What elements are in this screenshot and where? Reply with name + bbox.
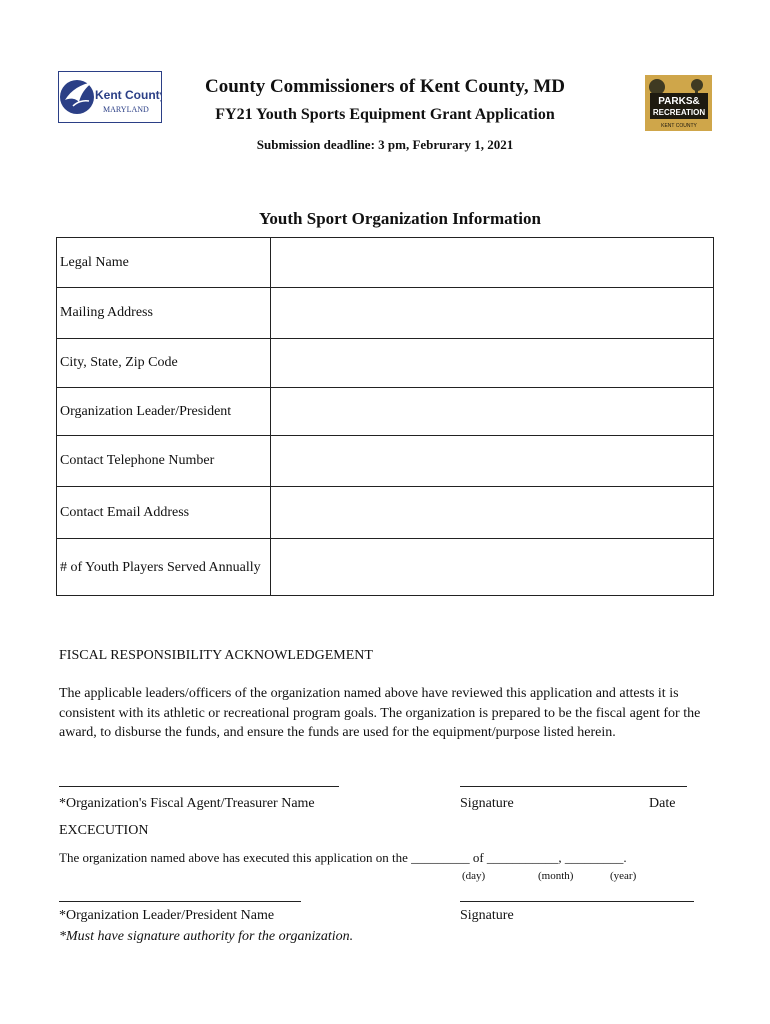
fiscal-signature-label: Signature (460, 796, 514, 811)
row-label-legal-name: Legal Name (57, 238, 271, 288)
submission-deadline: Submission deadline: 3 pm, Februrary 1, 2021 (256, 137, 514, 152)
page-subtitle: FY21 Youth Sports Equipment Grant Application (215, 106, 555, 123)
month-label: (month) (538, 870, 574, 882)
row-label-contact-telephone: Contact Telephone Number (57, 436, 271, 487)
fiscal-date-label: Date (649, 796, 676, 811)
signature-authority-note: *Must have signature authority for the organization. (59, 929, 354, 944)
leader-name-label: *Organization Leader/President Name (59, 908, 275, 923)
table-row (57, 487, 714, 539)
day-label: (day) (462, 870, 486, 882)
logo-right-line3: KENT COUNTY (661, 123, 697, 129)
logo-right-line2: RECREATION (652, 108, 706, 117)
contact-telephone-field[interactable] (271, 436, 714, 487)
fiscal-agent-name-label: *Organization's Fiscal Agent/Treasurer Name (59, 796, 315, 811)
organization-leader-field[interactable] (271, 388, 714, 436)
row-label-city-state-zip: City, State, Zip Code (57, 339, 271, 388)
table-row (57, 339, 714, 388)
organization-info-table (56, 237, 714, 596)
row-label-youth-players: # of Youth Players Served Annually (57, 539, 271, 596)
table-row (57, 288, 714, 339)
execution-statement: The organization named above has executed this application on the _________ of ___________, _________. (59, 850, 627, 865)
youth-players-field[interactable] (271, 539, 714, 596)
year-label: (year) (610, 870, 637, 882)
mailing-address-field[interactable] (271, 288, 714, 339)
section-title: Youth Sport Organization Information (259, 209, 541, 228)
contact-email-field[interactable] (271, 487, 714, 539)
row-label-mailing-address: Mailing Address (57, 288, 271, 339)
table-row (57, 539, 714, 596)
logo-left-line2: MARYLAND (103, 105, 149, 114)
table-row (57, 436, 714, 487)
logo-left-line1: Kent County (95, 88, 161, 102)
row-label-contact-email: Contact Email Address (57, 487, 271, 539)
execution-title: EXCECUTION (59, 823, 149, 838)
fiscal-section-title: FISCAL RESPONSIBILITY ACKNOWLEDGEMENT (59, 648, 373, 663)
table-row (57, 388, 714, 436)
leader-name-line[interactable] (59, 901, 301, 902)
city-state-zip-field[interactable] (271, 339, 714, 388)
row-label-organization-leader: Organization Leader/President (57, 388, 271, 436)
fiscal-agent-name-line[interactable] (59, 786, 339, 787)
leader-signature-label: Signature (460, 908, 514, 923)
leader-signature-line[interactable] (460, 901, 694, 902)
logo-right-line1: PARKS& (658, 96, 700, 107)
fiscal-signature-line[interactable] (460, 786, 687, 787)
page-title: County Commissioners of Kent County, MD (205, 76, 565, 97)
fiscal-paragraph: The applicable leaders/officers of the organization named above have reviewed this application and attests it is consistent with its athletic or recreational program goals. The organization is prepared to be the fiscal agent for the award, to disburse the funds, and ensure the funds are used for the equipment/purpose listed herein. (59, 686, 701, 740)
legal-name-field[interactable] (271, 238, 714, 288)
table-row (57, 238, 714, 288)
